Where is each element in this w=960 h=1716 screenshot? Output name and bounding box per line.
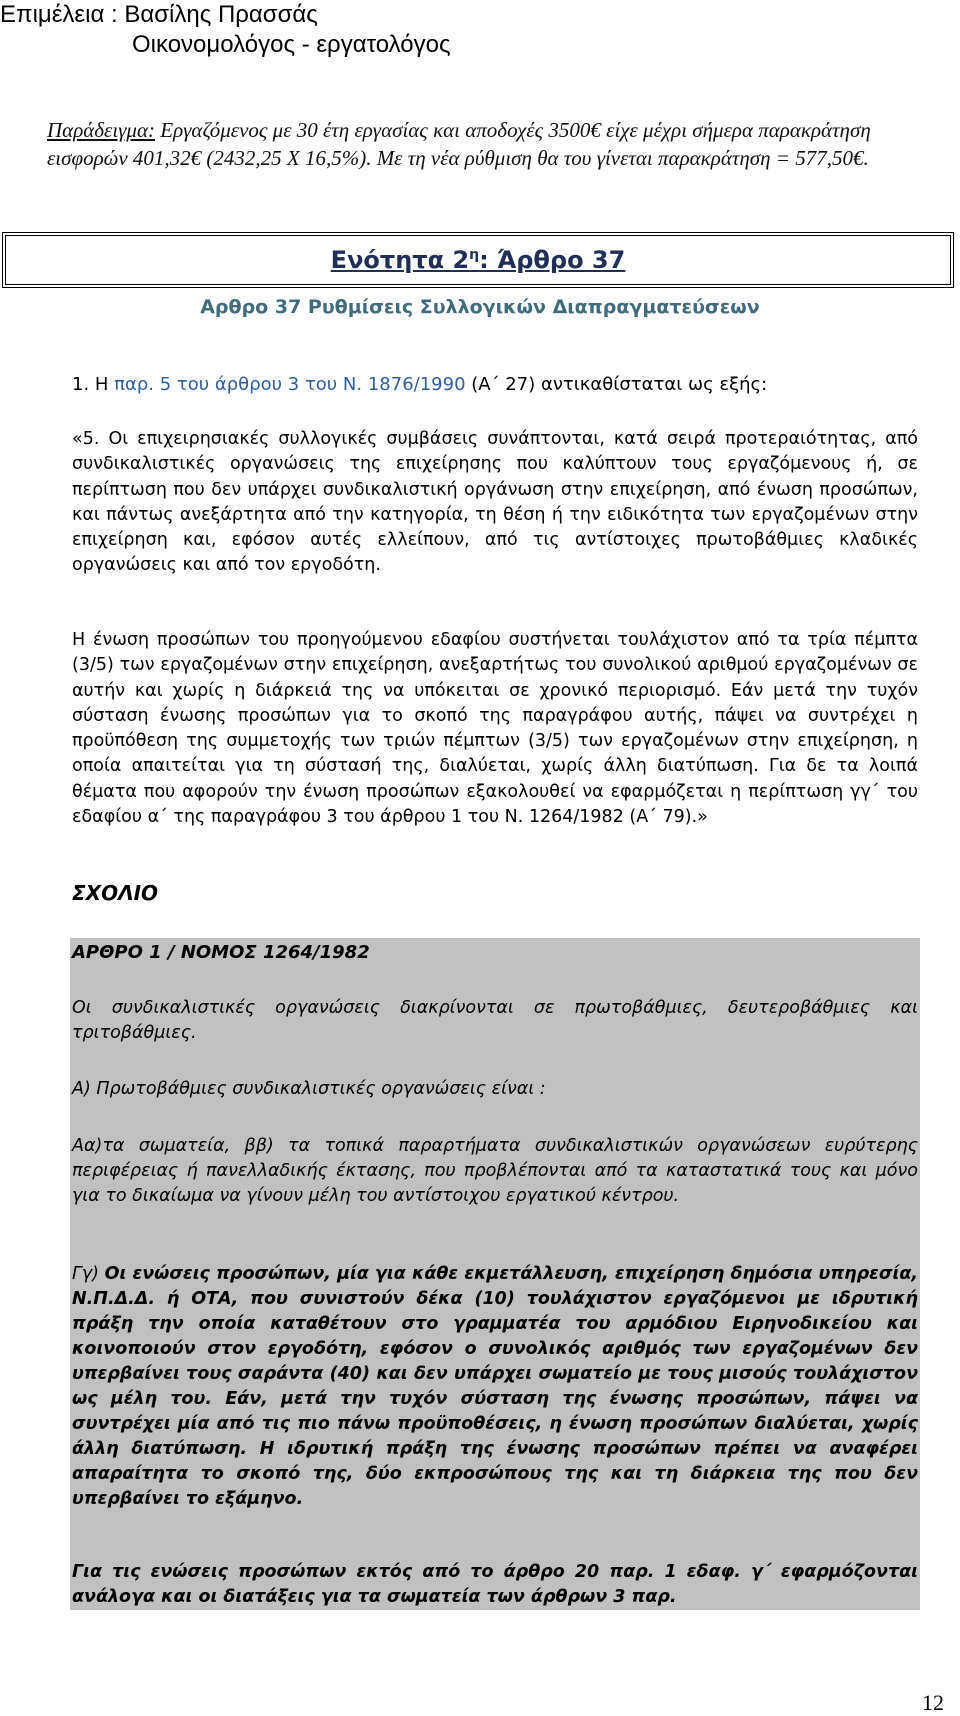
greybox-paragraph-3: Αα)τα σωματεία, ββ) τα τοπικά παραρτήματα συνδικαλιστικών οργανώσεων ευρύτερης περιφέρειας ή πανελλαδικής έκτασης, που προβλέπονται από τα καταστατικά τους και μόνο για το δικαίωμα να γίνουν μέλη του αντίστοιχου εργατικού κέντρου.	[72, 1136, 918, 1206]
example-label: Παράδειγμα:	[47, 118, 155, 142]
section-title-sup: η	[469, 247, 480, 263]
section-title-pre: Ενότητα 2	[330, 246, 470, 274]
body-paragraph-2: Η ένωση προσώπων του προηγούμενου εδαφίου συστήνεται τουλάχιστον από τα τρία πέμπτα (3/5) των εργαζομένων στην επιχείρηση, ανεξαρτήτως του συνολικού αριθμού εργαζομένων σε αυτήν και χωρίς η διάρκειά της να υπόκειται σε χρονικό περιορισμό. Εάν μετά την τυχόν σύσταση ένωσης προσώπων για το σκοπό της παραγράφου αυτής, πάψει να συντρέχει η προϋπόθεση της συμμετοχής των τριών πέμπτων (3/5) των εργαζομένων στην επιχείρηση, η οποία απαιτείται για τη σύστασή της, διαλύεται, χωρίς άλλη διατύπωση. Για δε τα λοιπά θέματα που αφορούν την ένωση προσώπων εξακολουθεί να εφαρμόζεται η περίπτωση γγ΄ του εδαφίου α΄ της παραγράφου 3 του άρθρου 1 του Ν. 1264/1982 (Α΄ 79).»	[72, 630, 918, 828]
greybox-paragraph-4-bold: Οι ενώσεις προσώπων, μία για κάθε εκμετάλλευση, επιχείρηση δημόσια υπηρεσία, Ν.Π.Δ.Δ. ή ΟΤΑ, που συνιστούν δέκα (10) τουλάχιστον εργαζόμενοι με ιδρυτική πράξη την οποία καταθέτουν στο γραμματέα του αρμόδιου Ειρηνοδικείου και κοινοποιούν στον εργοδότη, εφόσον ο συνολικός αριθμός των εργαζομένων δεν υπερβαίνει τους σαράντα (40) και δεν υπάρχει σωματείο με τους μισούς τουλάχιστον ως μέλη του. Εάν, μετά την τυχόν σύσταση της ένωσης προσώπων, πάψει να συντρέχει μία από τις πιο πάνω προϋποθέσεις, η ένωση προσώπων διαλύεται, χωρίς άλλη διατύπωση. Η ιδρυτική πράξη της ένωσης προσώπων πρέπει να αναφέρει απαραίτητα το σκοπό της, δύο εκπροσώπους της και τη διάρκεια της που δεν υπερβαίνει το εξάμηνο.	[72, 1264, 919, 1509]
section-title	[331, 246, 626, 274]
amendment-intro	[72, 372, 912, 398]
greybox-paragraph-2: Α) Πρωτοβάθμιες συνδικαλιστικές οργανώσεις είναι :	[72, 1079, 546, 1099]
greybox-paragraph-4-prefix: Γγ)	[72, 1264, 105, 1284]
body-paragraph-1: «5. Οι επιχειρησιακές συλλογικές συμβάσεις συνάπτονται, κατά σειρά προτεραιότητας, από συνδικαλιστικές οργανώσεις της επιχείρησης που καλύπτουν τους εργαζόμενους ή, σε περίπτωση που δεν υπάρχει συνδικαλιστική οργάνωση στην επιχείρηση, από ένωση προσώπων, και πάντως ανεξάρτητα από την κατηγορία, τη θέση ή την ειδικότητα των εργαζομένων στην επιχείρηση και, εφόσον αυτές ελλείπουν, από τις αντίστοιχες πρωτοβάθμιες κλαδικές οργανώσεις και από τον εργοδότη.	[72, 429, 918, 576]
comment-heading: ΣΧΟΛΙΟ	[72, 881, 159, 905]
example-text: Εργαζόμενος με 30 έτη εργασίας και αποδοχές 3500€ είχε μέχρι σήμερα παρακράτηση εισφορών 401,32€ (2432,25 Χ 16,5%). Με τη νέα ρύθμιση θα του γίνεται παρακράτηση = 577,50€.	[47, 118, 871, 170]
greybox-paragraph-1: Οι συνδικαλιστικές οργανώσεις διακρίνονται σε πρωτοβάθμιες, δευτεροβάθμιες και τριτοβάθμιες.	[72, 998, 918, 1043]
greybox-paragraph-4	[72, 1262, 918, 1512]
amendment-intro-post: (Α΄ 27) αντικαθίσταται ως εξής:	[465, 374, 768, 395]
greybox-title: ΑΡΘΡΟ 1 / ΝΟΜΟΣ 1264/1982	[72, 942, 370, 963]
greybox-paragraph-5: Για τις ενώσεις προσώπων εκτός από το άρθρο 20 παρ. 1 εδαφ. γ΄ εφαρμόζονται ανάλογα και οι διατάξεις για τα σωματεία των άρθρων 3 παρ.	[72, 1562, 918, 1607]
example-paragraph	[47, 116, 915, 172]
page-number: 12	[922, 1690, 944, 1715]
header-profession: Οικονομολόγος - εργατολόγος	[132, 31, 451, 58]
amendment-reference: παρ. 5 του άρθρου 3 του Ν. 1876/1990	[114, 374, 466, 395]
amendment-intro-pre: 1. Η	[72, 374, 115, 395]
header-editor: Επιμέλεια : Βασίλης Πρασσάς	[0, 1, 318, 28]
section-title-post: : Άρθρο 37	[479, 246, 626, 274]
section-title-box	[2, 232, 954, 288]
section-subtitle: Αρθρο 37 Ρυθμίσεις Συλλογικών Διαπραγματεύσεων	[200, 296, 760, 318]
